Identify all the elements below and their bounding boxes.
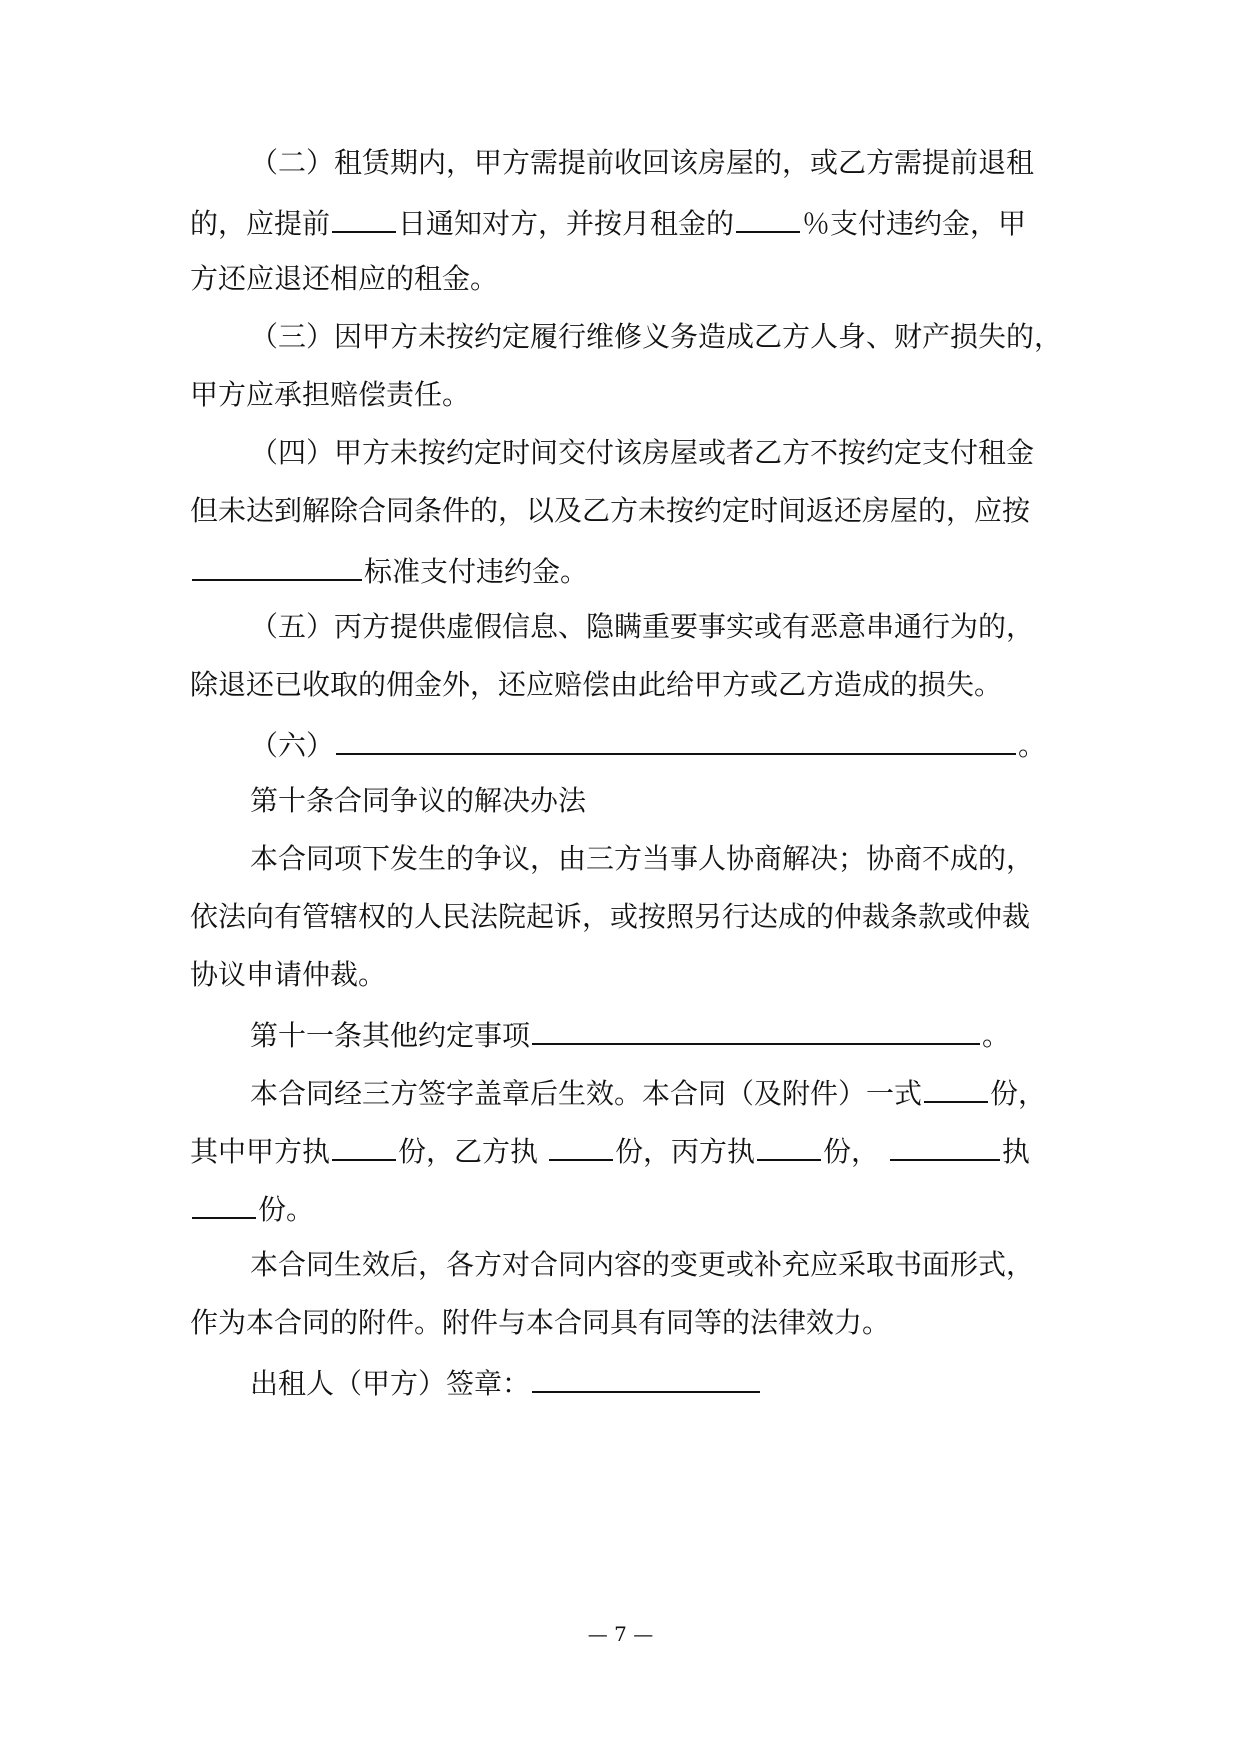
clause-6-prefix: （六）: [250, 729, 335, 762]
copies-text-2b: 份，乙方执: [398, 1135, 539, 1168]
copies-text-1a: 本合同经三方签字盖章后生效。本合同（及附件）一式: [250, 1077, 923, 1110]
clause-2-text-2a: 的，应提前: [190, 207, 331, 240]
copies-text-2a: 其中甲方执: [190, 1135, 331, 1168]
copies-text-2c: 份，丙方执: [614, 1135, 755, 1168]
article-10-title: [250, 781, 1150, 821]
other-holder-blank: [890, 1129, 1000, 1161]
clause-6-suffix: 。: [1018, 729, 1047, 762]
article-11-suffix: 。: [982, 1019, 1011, 1052]
clause-5-text-2: 除退还已收取的佣金外，还应赔偿由此给甲方或乙方造成的损失。: [190, 668, 1003, 701]
clause-4-text-1: （四）甲方未按约定时间交付该房屋或者乙方不按约定支付租金: [250, 436, 1035, 469]
clause-2-line-2: [190, 201, 1090, 241]
penalty-standard-blank: [192, 549, 362, 581]
penalty-percent-blank: [736, 201, 800, 233]
article-10-text-3: 协议申请仲裁。: [190, 958, 387, 991]
lessor-signature-line: [250, 1361, 1150, 1401]
clause-2-text-2c: ％支付违约金，甲: [802, 207, 1027, 240]
amendment-text-2: 作为本合同的附件。附件与本合同具有同等的法律效力。: [190, 1306, 891, 1339]
clause-2-text-1: （二）租赁期内，甲方需提前收回该房屋的，或乙方需提前退租: [250, 146, 1035, 179]
other-copies-blank: [192, 1187, 256, 1219]
clause-2-text-2b: 日通知对方，并按月租金的: [398, 207, 735, 240]
clause-5-line-2: [190, 665, 1090, 705]
lessor-signature-blank: [532, 1361, 760, 1393]
article-10-line-1: [250, 839, 1150, 879]
clause-4-line-3: [190, 549, 1090, 589]
amendment-text-1: 本合同生效后，各方对合同内容的变更或补充应采取书面形式，: [250, 1248, 1035, 1281]
clause-5-text-1: （五）丙方提供虚假信息、隐瞒重要事实或有恶意串通行为的，: [250, 610, 1035, 643]
copies-text-3: 份。: [258, 1193, 315, 1226]
clause-4-line-1: [250, 433, 1150, 473]
clause-6-blank: [336, 723, 1016, 755]
clause-2-text-3: 方还应退还相应的租金。: [190, 262, 499, 295]
article-10-text-2: 依法向有管辖权的人民法院起诉，或按照另行达成的仲裁条款或仲裁: [190, 900, 1031, 933]
clause-5-line-1: [250, 607, 1150, 647]
article-11-line: [250, 1013, 1150, 1053]
article-10-text-1: 本合同项下发生的争议，由三方当事人协商解决；协商不成的，: [250, 842, 1035, 875]
party-b-copies-blank: [549, 1129, 613, 1161]
amendment-line-1: [250, 1245, 1150, 1285]
lessor-signature-label: 出租人（甲方）签章：: [250, 1367, 531, 1400]
clause-2-line-3: [190, 259, 1090, 299]
article-10-line-2: [190, 897, 1090, 937]
copies-text-2e: 执: [1001, 1135, 1030, 1168]
party-c-copies-blank: [757, 1129, 821, 1161]
clause-3-line-1: [250, 317, 1150, 357]
amendment-line-2: [190, 1303, 1090, 1343]
notice-days-blank: [332, 201, 396, 233]
article-11-blank: [532, 1013, 980, 1045]
total-copies-blank: [924, 1071, 988, 1103]
copies-text-2d: 份，: [822, 1135, 879, 1168]
clause-6-line: [250, 723, 1150, 763]
party-a-copies-blank: [332, 1129, 396, 1161]
article-10-title-text: 第十条合同争议的解决办法: [250, 784, 587, 817]
clause-3-line-2: [190, 375, 1090, 415]
page-number: — 7 —: [587, 1622, 654, 1646]
clause-4-line-2: [190, 491, 1090, 531]
copies-line-2: [190, 1129, 1090, 1169]
article-11-title-text: 第十一条其他约定事项: [250, 1019, 531, 1052]
clause-2-line-1: [250, 143, 1150, 183]
clause-3-text-2: 甲方应承担赔偿责任。: [190, 378, 471, 411]
clause-3-text-1: （三）因甲方未按约定履行维修义务造成乙方人身、财产损失的，: [250, 320, 1063, 353]
copies-line-3: [190, 1187, 1090, 1227]
article-10-line-3: [190, 955, 1090, 995]
clause-4-text-3: 标准支付违约金。: [364, 555, 589, 588]
clause-4-text-2: 但未达到解除合同条件的，以及乙方未按约定时间返还房屋的，应按: [190, 494, 1031, 527]
copies-text-1b: 份，: [990, 1077, 1047, 1110]
copies-line-1: [250, 1071, 1150, 1111]
